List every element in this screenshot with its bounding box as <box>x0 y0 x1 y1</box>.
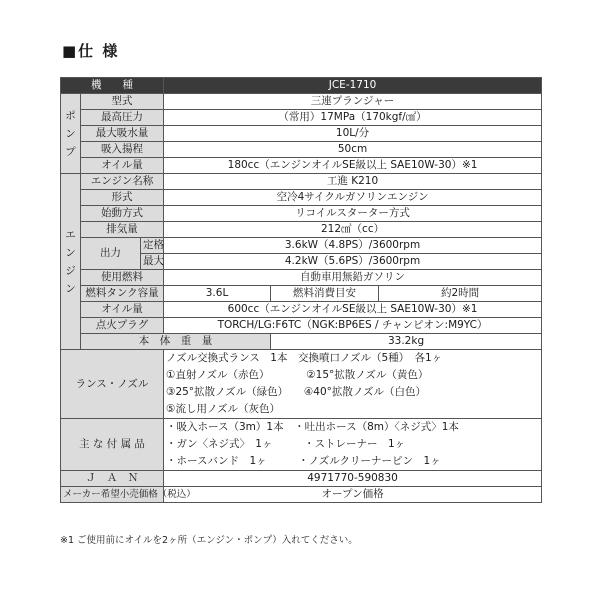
weight-label: 本 体 重 量 <box>81 334 271 350</box>
vertical-char: ン <box>65 127 76 140</box>
pump-oil-label: オイル量 <box>81 158 164 174</box>
accessories-value <box>164 419 542 471</box>
engine-name-label: エンジン名称 <box>81 174 164 190</box>
engine-group-label <box>61 174 81 350</box>
accessory-line: ・ガン〈ネジ式〉 1ヶ ・ストレーナー 1ヶ <box>166 438 406 450</box>
pump-type-value: 三連プランジャー <box>164 94 542 110</box>
engine-plug-value: TORCH/LG:F6TC（NGK:BP6ES / チャンピオン:M9YC） <box>164 318 542 334</box>
pump-lift-label: 吸入揚程 <box>81 142 164 158</box>
engine-row-type <box>61 190 542 206</box>
lance-line: ①直射ノズル（赤色） ②15°拡散ノズル（黄色） <box>166 369 429 381</box>
price-row <box>61 487 542 503</box>
engine-tank-value: 3.6L <box>164 286 271 302</box>
vertical-char: ジ <box>65 264 76 277</box>
vertical-char: ン <box>65 246 76 259</box>
pump-lift-value: 50cm <box>164 142 542 158</box>
pump-type-label: 型式 <box>81 94 164 110</box>
engine-displacement-value: 212㎤（cc） <box>164 222 542 238</box>
engine-oil-value: 600cc（エンジンオイルSE級以上 SAE10W-30）※1 <box>164 302 542 318</box>
engine-type-value: 空冷4サイクルガソリンエンジン <box>164 190 542 206</box>
footnote: ※1 ご使用前にオイルを2ヶ所（エンジン・ポンプ）入れてください。 <box>60 535 358 546</box>
engine-row-displacement <box>61 222 542 238</box>
weight-row <box>61 334 542 350</box>
engine-name-value: 工進 K210 <box>164 174 542 190</box>
price-label: メーカー希望小売価格（税込） <box>61 487 164 503</box>
engine-consumption-label: 燃料消費目安 <box>271 286 379 302</box>
lance-line: ③25°拡散ノズル（緑色） ④40°拡散ノズル（白色） <box>166 386 426 398</box>
engine-row-oil <box>61 302 542 318</box>
engine-row-tank <box>61 286 542 302</box>
engine-consumption-value: 約2時間 <box>379 286 542 302</box>
model-row <box>61 78 542 94</box>
accessories-row <box>61 419 542 471</box>
vertical-char: プ <box>65 145 76 158</box>
jan-value: 4971770-590830 <box>164 471 542 487</box>
lance-row <box>61 350 542 419</box>
model-value: JCE-1710 <box>164 78 542 94</box>
pump-intake-value: 10L/分 <box>164 126 542 142</box>
engine-row-name <box>61 174 542 190</box>
engine-fuel-label: 使用燃料 <box>81 270 164 286</box>
pump-pressure-label: 最高圧力 <box>81 110 164 126</box>
price-value: オープン価格 <box>164 487 542 503</box>
lance-value <box>164 350 542 419</box>
section-heading <box>62 40 119 61</box>
pump-row-type <box>61 94 542 110</box>
pump-row-oil <box>61 158 542 174</box>
engine-type-label: 形式 <box>81 190 164 206</box>
weight-value: 33.2kg <box>271 334 542 350</box>
jan-row <box>61 471 542 487</box>
spec-table <box>60 77 542 503</box>
accessories-label: 主 な 付 属 品 <box>61 419 164 471</box>
engine-output-rated-value: 3.6kW（4.8PS）/3600rpm <box>164 238 542 254</box>
jan-label: Ｊ Ａ Ｎ <box>61 471 164 487</box>
engine-row-plug <box>61 318 542 334</box>
engine-row-start <box>61 206 542 222</box>
pump-pressure-value: （常用）17MPa（170kgf/㎠） <box>164 110 542 126</box>
pump-group-label <box>61 94 81 174</box>
engine-start-value: リコイルスターター方式 <box>164 206 542 222</box>
engine-tank-label: 燃料タンク容量 <box>81 286 164 302</box>
lance-line: ⑤流し用ノズル（灰色） <box>166 403 281 415</box>
engine-fuel-value: 自動車用無鉛ガソリン <box>164 270 542 286</box>
pump-row-lift <box>61 142 542 158</box>
pump-row-pressure <box>61 110 542 126</box>
accessory-line: ・ホースバンド 1ヶ ・ノズルクリーナーピン 1ヶ <box>166 455 441 467</box>
engine-start-label: 始動方式 <box>81 206 164 222</box>
accessory-line: ・吸入ホース（3m）1本 ・吐出ホース（8m）〈ネジ式〉1本 <box>166 421 459 433</box>
pump-intake-label: 最大吸水量 <box>81 126 164 142</box>
engine-displacement-label: 排気量 <box>81 222 164 238</box>
engine-output-max-value: 4.2kW（5.6PS）/3600rpm <box>164 254 542 270</box>
engine-plug-label: 点火プラグ <box>81 318 164 334</box>
pump-row-intake <box>61 126 542 142</box>
vertical-char: ン <box>65 282 76 295</box>
engine-output-label: 出力 <box>81 238 141 270</box>
lance-line: ノズル交換式ランス 1本 交換噴口ノズル（5種） 各1ヶ <box>166 352 443 364</box>
engine-row-fuel <box>61 270 542 286</box>
engine-group-text <box>63 226 78 298</box>
lance-label: ランス・ノズル <box>61 350 164 419</box>
engine-oil-label: オイル量 <box>81 302 164 318</box>
engine-output-rated-label: 定格 <box>141 238 164 254</box>
model-label: 機 種 <box>61 78 164 94</box>
vertical-char: ポ <box>65 109 76 122</box>
pump-oil-value: 180cc（エンジンオイルSE級以上 SAE10W-30）※1 <box>164 158 542 174</box>
vertical-char: エ <box>65 228 76 241</box>
engine-output-max-label: 最大 <box>141 254 164 270</box>
pump-group-text <box>63 107 78 161</box>
heading-text: ■仕 様 <box>62 42 120 60</box>
engine-row-output-rated <box>61 238 542 254</box>
